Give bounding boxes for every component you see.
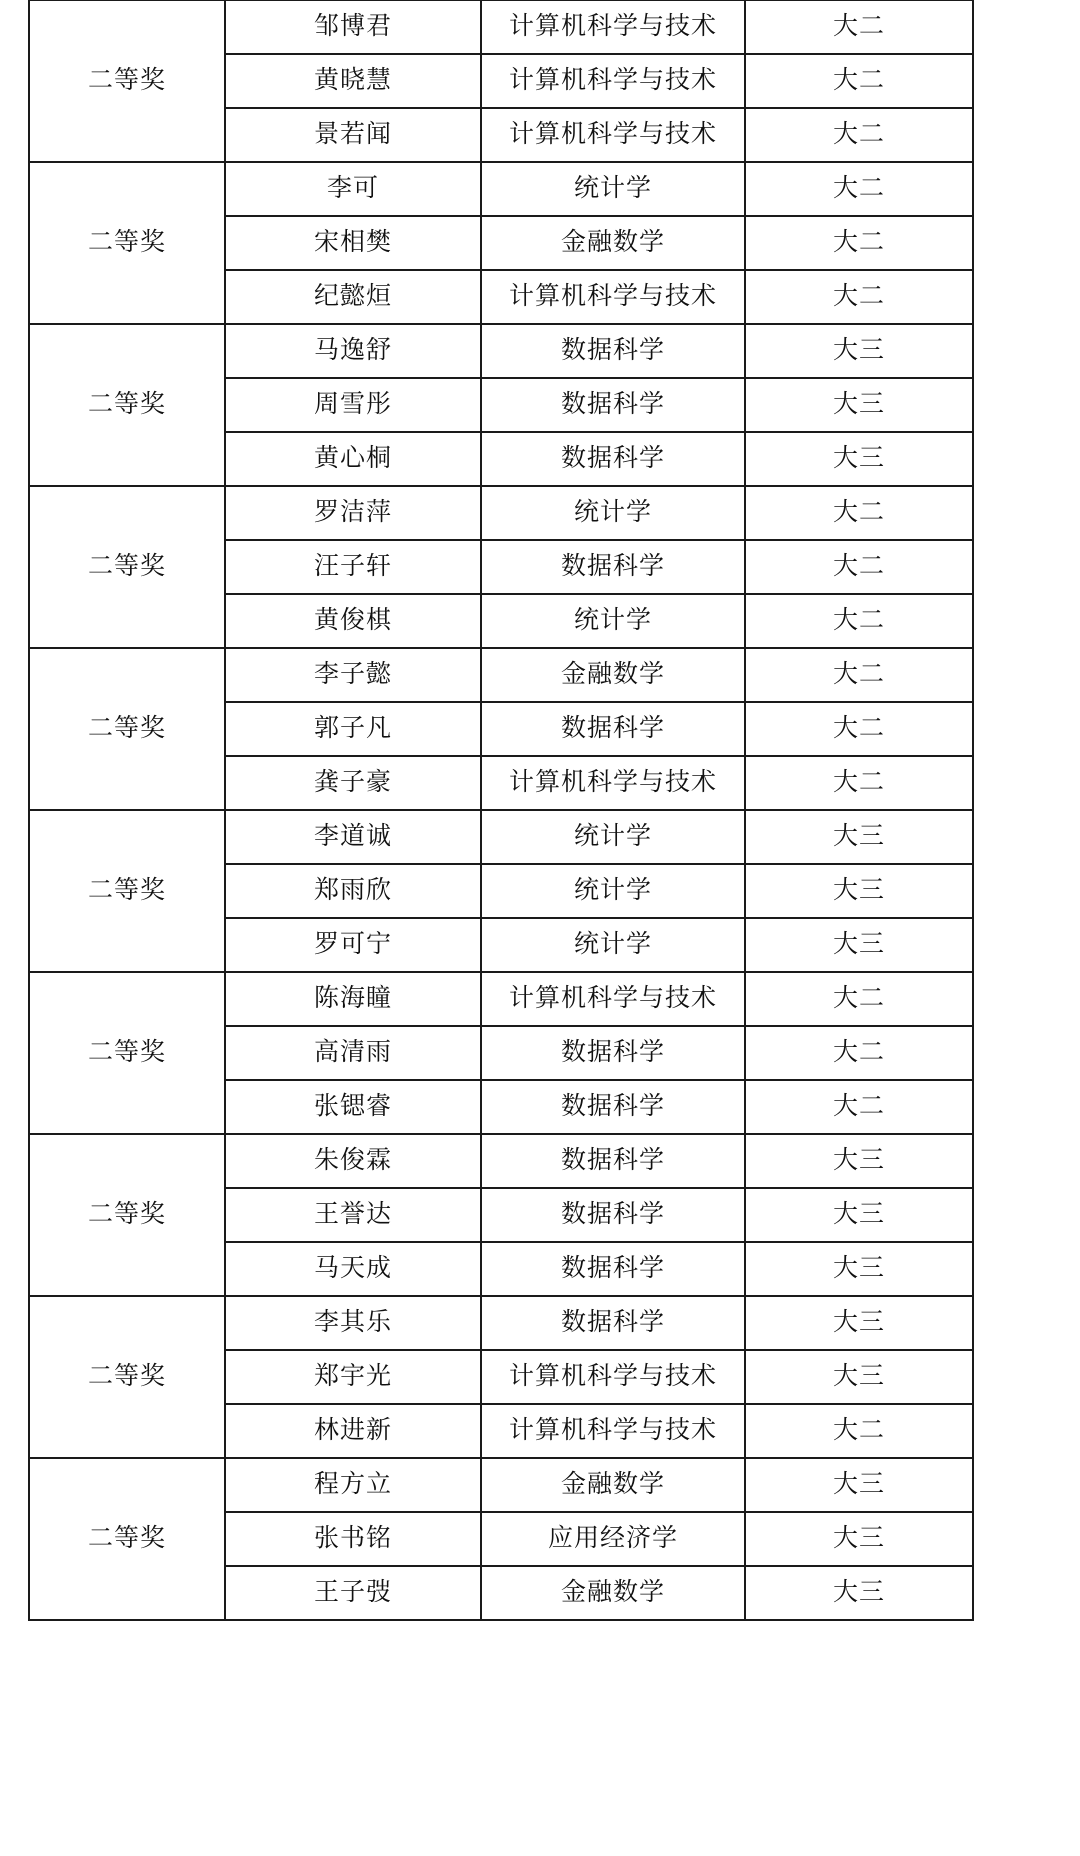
major-cell: 统计学 <box>481 486 745 540</box>
grade-cell: 大三 <box>745 810 973 864</box>
major-cell: 金融数学 <box>481 1458 745 1512</box>
grade-cell: 大二 <box>745 1404 973 1458</box>
major-cell: 数据科学 <box>481 432 745 486</box>
major-cell: 统计学 <box>481 810 745 864</box>
major-cell: 计算机科学与技术 <box>481 1350 745 1404</box>
award-cell: 二等奖 <box>29 972 225 1134</box>
grade-cell: 大二 <box>745 648 973 702</box>
award-cell: 二等奖 <box>29 810 225 972</box>
major-cell: 数据科学 <box>481 540 745 594</box>
grade-cell: 大二 <box>745 0 973 54</box>
student-name-cell: 李可 <box>225 162 481 216</box>
award-cell: 二等奖 <box>29 162 225 324</box>
grade-cell: 大二 <box>745 594 973 648</box>
major-cell: 数据科学 <box>481 1242 745 1296</box>
table-row <box>29 1134 973 1188</box>
table-row <box>29 162 973 216</box>
table-row <box>29 0 973 54</box>
award-cell: 二等奖 <box>29 1296 225 1458</box>
table-row <box>29 324 973 378</box>
award-cell: 二等奖 <box>29 0 225 162</box>
major-cell: 统计学 <box>481 594 745 648</box>
student-name-cell: 邹博君 <box>225 0 481 54</box>
student-name-cell: 罗洁萍 <box>225 486 481 540</box>
student-name-cell: 马逸舒 <box>225 324 481 378</box>
student-name-cell: 张锶睿 <box>225 1080 481 1134</box>
student-name-cell: 郭子凡 <box>225 702 481 756</box>
award-cell: 二等奖 <box>29 486 225 648</box>
grade-cell: 大二 <box>745 216 973 270</box>
student-name-cell: 宋相樊 <box>225 216 481 270</box>
grade-cell: 大二 <box>745 1080 973 1134</box>
major-cell: 统计学 <box>481 864 745 918</box>
grade-cell: 大二 <box>745 972 973 1026</box>
award-cell: 二等奖 <box>29 1134 225 1296</box>
student-name-cell: 郑宇光 <box>225 1350 481 1404</box>
student-name-cell: 景若闻 <box>225 108 481 162</box>
major-cell: 数据科学 <box>481 1188 745 1242</box>
student-name-cell: 郑雨欣 <box>225 864 481 918</box>
award-cell: 二等奖 <box>29 1458 225 1620</box>
major-cell: 统计学 <box>481 918 745 972</box>
major-cell: 金融数学 <box>481 1566 745 1620</box>
major-cell: 应用经济学 <box>481 1512 745 1566</box>
grade-cell: 大三 <box>745 1350 973 1404</box>
major-cell: 数据科学 <box>481 702 745 756</box>
grade-cell: 大三 <box>745 1458 973 1512</box>
major-cell: 计算机科学与技术 <box>481 108 745 162</box>
student-name-cell: 黄晓慧 <box>225 54 481 108</box>
table-row <box>29 972 973 1026</box>
major-cell: 数据科学 <box>481 1296 745 1350</box>
table-row <box>29 810 973 864</box>
grade-cell: 大二 <box>745 162 973 216</box>
student-name-cell: 程方立 <box>225 1458 481 1512</box>
student-name-cell: 纪懿烜 <box>225 270 481 324</box>
major-cell: 数据科学 <box>481 1026 745 1080</box>
grade-cell: 大三 <box>745 1242 973 1296</box>
grade-cell: 大二 <box>745 540 973 594</box>
student-name-cell: 王子弢 <box>225 1566 481 1620</box>
grade-cell: 大二 <box>745 1026 973 1080</box>
student-name-cell: 陈海瞳 <box>225 972 481 1026</box>
grade-cell: 大三 <box>745 1134 973 1188</box>
student-name-cell: 马天成 <box>225 1242 481 1296</box>
student-name-cell: 汪子轩 <box>225 540 481 594</box>
student-name-cell: 朱俊霖 <box>225 1134 481 1188</box>
grade-cell: 大三 <box>745 432 973 486</box>
grade-cell: 大二 <box>745 486 973 540</box>
grade-cell: 大三 <box>745 378 973 432</box>
major-cell: 数据科学 <box>481 1134 745 1188</box>
grade-cell: 大三 <box>745 864 973 918</box>
grade-cell: 大三 <box>745 1296 973 1350</box>
student-name-cell: 龚子豪 <box>225 756 481 810</box>
major-cell: 数据科学 <box>481 378 745 432</box>
major-cell: 统计学 <box>481 162 745 216</box>
grade-cell: 大三 <box>745 918 973 972</box>
grade-cell: 大三 <box>745 1512 973 1566</box>
award-cell: 二等奖 <box>29 648 225 810</box>
table-row <box>29 1458 973 1512</box>
table-row <box>29 648 973 702</box>
major-cell: 金融数学 <box>481 216 745 270</box>
student-name-cell: 李其乐 <box>225 1296 481 1350</box>
major-cell: 数据科学 <box>481 324 745 378</box>
grade-cell: 大二 <box>745 270 973 324</box>
student-name-cell: 罗可宁 <box>225 918 481 972</box>
student-name-cell: 周雪彤 <box>225 378 481 432</box>
award-cell: 二等奖 <box>29 324 225 486</box>
major-cell: 计算机科学与技术 <box>481 972 745 1026</box>
major-cell: 金融数学 <box>481 648 745 702</box>
major-cell: 计算机科学与技术 <box>481 270 745 324</box>
major-cell: 计算机科学与技术 <box>481 756 745 810</box>
grade-cell: 大二 <box>745 108 973 162</box>
student-name-cell: 高清雨 <box>225 1026 481 1080</box>
table-row <box>29 1296 973 1350</box>
major-cell: 计算机科学与技术 <box>481 0 745 54</box>
grade-cell: 大二 <box>745 54 973 108</box>
award-list-table <box>28 0 974 1621</box>
student-name-cell: 林进新 <box>225 1404 481 1458</box>
grade-cell: 大三 <box>745 1188 973 1242</box>
table-row <box>29 486 973 540</box>
student-name-cell: 李道诚 <box>225 810 481 864</box>
major-cell: 计算机科学与技术 <box>481 54 745 108</box>
grade-cell: 大三 <box>745 1566 973 1620</box>
grade-cell: 大三 <box>745 324 973 378</box>
student-name-cell: 王誉达 <box>225 1188 481 1242</box>
student-name-cell: 李子懿 <box>225 648 481 702</box>
student-name-cell: 黄心桐 <box>225 432 481 486</box>
student-name-cell: 黄俊棋 <box>225 594 481 648</box>
major-cell: 计算机科学与技术 <box>481 1404 745 1458</box>
grade-cell: 大二 <box>745 756 973 810</box>
grade-cell: 大二 <box>745 702 973 756</box>
student-name-cell: 张书铭 <box>225 1512 481 1566</box>
major-cell: 数据科学 <box>481 1080 745 1134</box>
